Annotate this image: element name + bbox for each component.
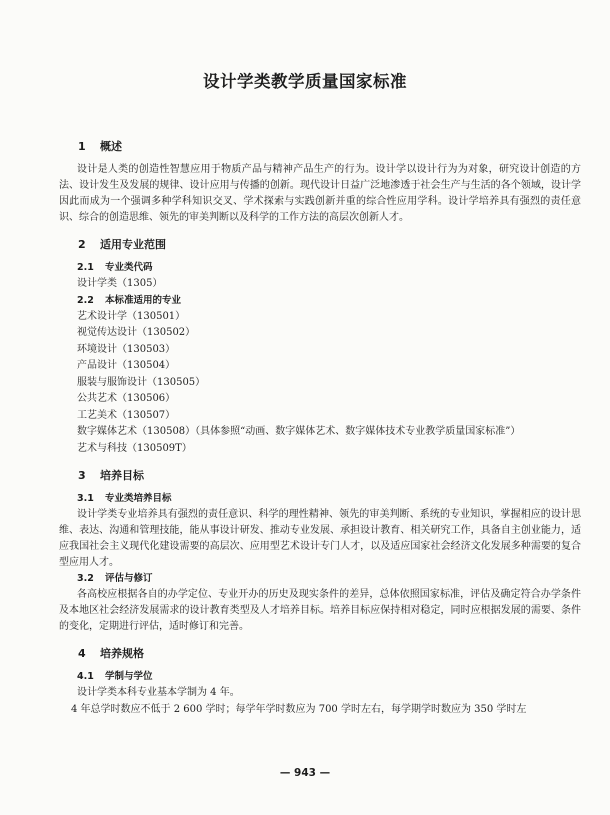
list-item: 数字媒体艺术（130508）（具体参照“动画、数字媒体艺术、数字媒体技术专业教学质量国家标准”）: [77, 426, 521, 437]
subsection-heading-2-1: [77, 260, 581, 276]
list-item: 工艺美术（130507）: [77, 409, 176, 421]
list-item: 视觉传达设计（130502）: [77, 327, 196, 338]
body-line: 设计学类本科专业基本学制为 4 年。: [77, 687, 240, 698]
list-item: 服装与服饰设计（130505）: [77, 376, 206, 388]
section-heading-3: [78, 467, 581, 485]
section-title: 概述: [100, 140, 122, 153]
section-title: 培养规格: [100, 647, 144, 660]
section-1-paragraph: 设计是人类的创造性智慧应用于物质产品与精神产品生产的行为。设计学以设计行为为对象，研究设计创造的方法、设计发生及发展的规律、设计应用与传播的创新。现代设计日益广泛地渗透于社会生产与生活的各个领域，设计学因此而成为一个强调多种学科知识交叉、学术探索与实践创新并重的综合性应用学科。设计学培养具有强烈的责任意识、综合的创造思维、领先的审美判断以及科学的工作方法的高层次创新人才。: [59, 164, 581, 223]
subsection-title: 学制与学位: [105, 671, 153, 682]
section-title: 培养目标: [100, 469, 144, 482]
list-item: 设计学类（1305）: [77, 278, 163, 289]
subsection-title: 专业类培养目标: [105, 493, 172, 504]
subsection-number: 3.2: [77, 573, 94, 584]
section-title: 适用专业范围: [100, 238, 166, 251]
subsection-title: 专业类代码: [105, 262, 153, 273]
subsection-3-2-paragraph: 各高校应根据各自的办学定位、专业开办的历史及现实条件的差异，总体依照国家标准，评估及确定符合办学条件及本地区社会经济发展需求的设计教育类型及人才培养目标。培养目标应保持相对稳定，同时应根据发展的需要、条件的变化，定期进行评估，适时修订和完善。: [59, 589, 581, 632]
document-body: [59, 138, 581, 718]
section-number: 2: [78, 238, 86, 251]
section-number: 4: [78, 647, 86, 660]
subsection-number: 4.1: [77, 671, 94, 682]
subsection-heading-2-2: [77, 293, 581, 309]
section-number: 1: [78, 140, 86, 153]
subsection-title: 评估与修订: [105, 573, 153, 584]
list-item: 环境设计（130503）: [77, 343, 176, 355]
section-heading-2: [78, 236, 581, 254]
subsection-heading-4-1: [77, 669, 581, 685]
list-item: 公共艺术（130506）: [77, 393, 176, 404]
subsection-title: 本标准适用的专业: [105, 294, 182, 306]
page-number: — 943 —: [279, 767, 331, 779]
subsection-heading-3-1: [77, 491, 581, 507]
subsection-number: 3.1: [77, 493, 94, 504]
subsection-number: 2.1: [77, 262, 94, 273]
list-item: 艺术与科技（130509T）: [77, 442, 192, 454]
subsection-3-1-paragraph: 设计学类专业培养具有强烈的责任意识、科学的理性精神、领先的审美判断、系统的专业知识，掌握相应的设计思维、表达、沟通和管理技能，能从事设计研发、推动专业发展、承担设计教育、相关研究工作，具备自主创业能力，适应我国社会主义现代化建设需要的高层次、应用型艺术设计专门人才，以及适应国家社会经济文化发展多种需要的复合型应用人才。: [59, 509, 581, 568]
subsection-heading-3-2: [77, 571, 581, 587]
document-title: 设计学类教学质量国家标准: [203, 72, 407, 91]
section-number: 3: [78, 469, 86, 482]
list-item: 艺术设计学（130501）: [77, 310, 186, 322]
section-heading-1: [78, 138, 581, 156]
section-heading-4: [78, 645, 581, 663]
body-line: 4 年总学时数应不低于 2 600 学时；每学年学时数应为 700 学时左右，每学期学时数应为 350 学时左: [71, 703, 527, 715]
list-item: 产品设计（130504）: [77, 360, 176, 371]
subsection-number: 2.2: [77, 294, 94, 306]
